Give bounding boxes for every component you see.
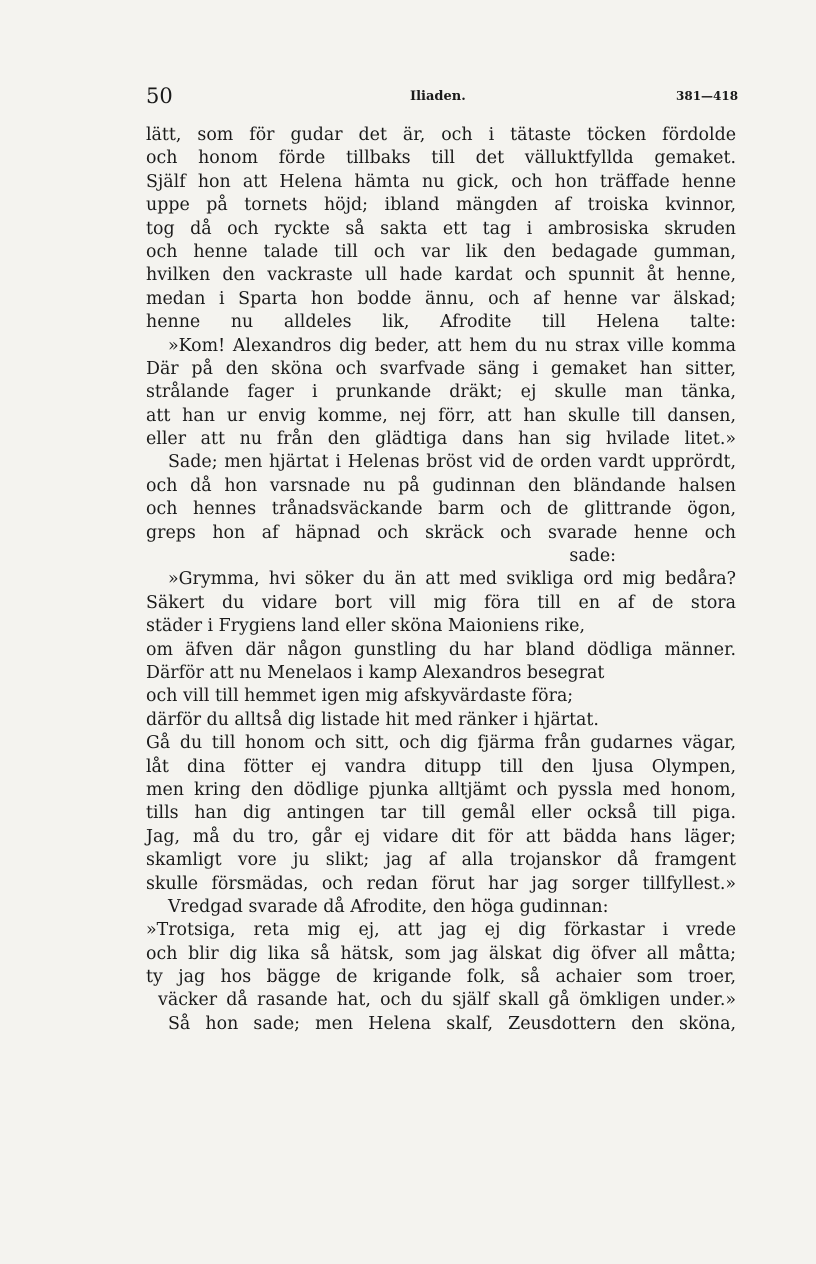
text-line: och då hon varsnade nu på gudinnan den bländande halsen [146, 475, 736, 496]
text-line: städer i Frygiens land eller sköna Maioniens rike, [146, 616, 585, 637]
verse-line-range: 381—418 [676, 89, 739, 103]
text-line: Sade; men hjärtat i Helenas bröst vid de orden vardt upprördt, [168, 452, 736, 473]
text-line: låt dina fötter ej vandra ditupp till den ljusa Olympen, [146, 756, 736, 777]
text-line: därför du alltså dig listade hit med ränker i hjärtat. [146, 709, 599, 730]
text-line: »Kom! Alexandros dig beder, att hem du nu strax ville komma [168, 335, 736, 356]
text-line: strålande fager i prunkande dräkt; ej skulle man tänka, [146, 382, 736, 403]
text-line: uppe på tornets höjd; ibland mängden af troiska kvinnor, [146, 195, 736, 216]
text-line: att han ur envig komme, nej förr, att han skulle till dansen, [146, 405, 736, 426]
text-line: och blir dig lika så hätsk, som jag älskat dig öfver all måtta; [146, 943, 736, 964]
text-line: Själf hon att Helena hämta nu gick, och hon träffade henne [146, 171, 736, 192]
text-line: Där på den sköna och svarfvade säng i gemaket han sitter, [146, 358, 736, 379]
text-line: om äfven där någon gunstling du har bland dödliga männer. [146, 639, 736, 660]
text-line: Så hon sade; men Helena skalf, Zeusdottern den sköna, [168, 1013, 736, 1034]
text-line: och vill till hemmet igen mig afskyvärdaste föra; [146, 686, 574, 707]
text-line: medan i Sparta hon bodde ännu, och af henne var älskad; [146, 288, 736, 309]
text-line: Jag, må du tro, går ej vidare dit för att bädda hans läger; [146, 826, 736, 847]
text-line: sade: [569, 546, 616, 567]
running-title: Iliaden. [410, 89, 466, 104]
text-line: Gå du till honom och sitt, och dig fjärma från gudarnes vägar, [146, 733, 736, 754]
text-line: hvilken den vackraste ull hade kardat och spunnit åt henne, [146, 265, 736, 286]
page-number: 50 [146, 84, 173, 108]
text-line: skamligt vore ju slikt; jag af alla trojanskor då framgent [146, 850, 736, 871]
poem-text [146, 124, 736, 1036]
text-line: väcker då rasande hat, och du själf skall gå ömkligen under.» [158, 990, 736, 1011]
text-line: men kring den dödlige pjunka alltjämt och pyssla med honom, [146, 779, 736, 800]
text-line: eller att nu från den glädtiga dans han sig hvilade litet.» [146, 429, 736, 450]
text-line: och honom förde tillbaks till det välluktfyllda gemaket. [146, 148, 736, 169]
text-line: lätt, som för gudar det är, och i tätaste töcken fördolde [146, 125, 736, 145]
text-line: greps hon af häpnad och skräck och svarade henne och [146, 522, 736, 543]
text-line: tills han dig antingen tar till gemål eller också till piga. [146, 803, 736, 824]
text-line: Därför att nu Menelaos i kamp Alexandros besegrat [146, 662, 605, 683]
text-line: »Trotsiga, reta mig ej, att jag ej dig förkastar i vrede [146, 920, 736, 941]
text-line: Vredgad svarade då Afrodite, den höga gudinnan: [168, 896, 609, 917]
text-line: »Grymma, hvi söker du än att med svikliga ord mig bedåra? [168, 569, 736, 590]
text-line: henne nu alldeles lik, Afrodite till Helena talte: [146, 312, 736, 333]
text-line: skulle försmädas, och redan förut har jag sorger tillfyllest.» [146, 873, 736, 894]
text-line: och henne talade till och var lik den bedagade gumman, [146, 241, 736, 262]
text-line: tog då och ryckte så sakta ett tag i ambrosiska skruden [146, 218, 736, 239]
text-line: och hennes trånadsväckande barm och de glittrande ögon, [146, 499, 736, 520]
page-header [0, 84, 816, 110]
text-line: Säkert du vidare bort vill mig föra till en af de stora [146, 592, 736, 613]
text-line: ty jag hos bägge de krigande folk, så achaier som troer, [146, 967, 736, 988]
